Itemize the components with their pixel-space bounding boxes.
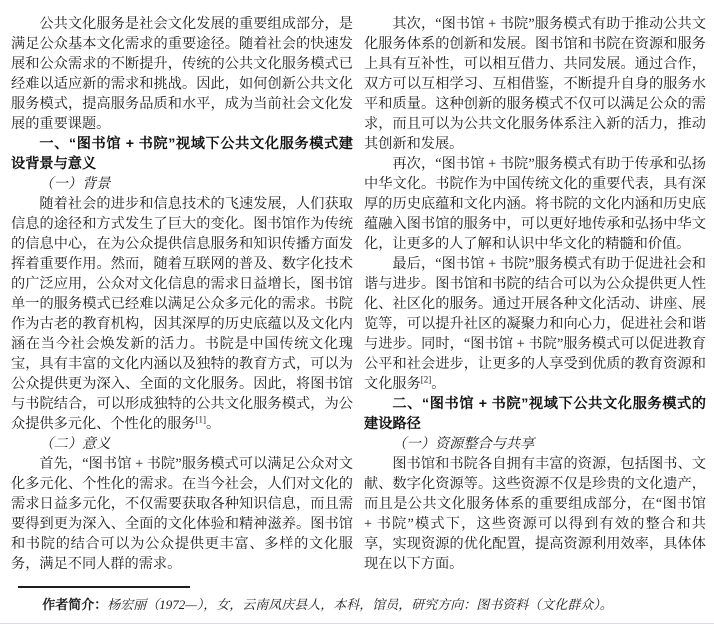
section-heading: 二、“图书馆 + 书院”视域下公共文化服务模式的建设路径 bbox=[364, 396, 706, 432]
section-heading: 一、“图书馆 + 书院”视域下公共文化服务模式建设背景与意义 bbox=[11, 136, 353, 172]
body-paragraph: 随着社会的进步和信息技术的飞速发展，人们获取信息的途径和方式发生了巨大的变化。图书馆作为传统的信息中心，在为公众提供信息服务和知识传播方面发挥着重要作用。然而，随着互联网的普及、数字化技术的广泛应用，公众对文化信息的需求日益增长，图书馆单一的服务模式已经难以满足公众多元化的需求。书院作为古老的教育机构，因其深厚的历史底蕴以及文化内涵在当今社会焕发新的活力。书院是中国传统文化瑰宝，具有丰富的文化内涵以及独特的教育方式，可以为公众提供更为深入、全面的文化服务。因此，将图书馆与书院结合，可以形成独特的公共文化服务模式，为公众提供多元化、个性化的服务[1]。 bbox=[11, 196, 353, 432]
body-paragraph: 图书馆和书院各自拥有丰富的资源，包括图书、文献、数字化资源等。这些资源不仅是珍贵的文化遗产，而且是公共文化服务体系的重要组成部分，在“图书馆 + 书院”模式下，这些资源可以得到有效的整合和共享，实现资源的优化配置，提高资源利用效率，具体体现在以下方面。 bbox=[364, 456, 706, 572]
body-paragraph: 公共文化服务是社会文化发展的重要组成部分，是满足公众基本文化需求的重要途径。随着社会的快速发展和公众需求的不断提升，传统的公共文化服务模式已经难以适应新的需求和挑战。因此，如何创新公共文化服务模式，提高服务品质和水平，成为当前社会文化发展的重要课题。 bbox=[11, 16, 353, 132]
author-bio-text: 杨宏丽（1972—），女，云南凤庆县人，本科，馆员，研究方向：图书资料（文化群众）。 bbox=[107, 597, 613, 612]
citation-reference: [1] bbox=[195, 414, 206, 425]
citation-reference: [2] bbox=[420, 374, 432, 385]
subsection-heading: （一）资源整合与共享 bbox=[392, 436, 535, 452]
author-bio-label: 作者简介： bbox=[42, 597, 108, 612]
body-paragraph: 再次，“图书馆 + 书院”服务模式有助于传承和弘扬中华文化。书院作为中国传统文化的重要代表，具有深厚的历史底蕴和文化内涵。将书院的文化内涵和历史底蕴融入图书馆的服务中，可以更好地传承和弘扬中华文化，让更多的人了解和认识中华文化的精髓和价值。 bbox=[364, 156, 706, 252]
subsection-heading: （一）背景 bbox=[39, 176, 111, 192]
footnote-divider bbox=[18, 586, 190, 588]
author-bio-line bbox=[11, 597, 706, 612]
footnote-area bbox=[11, 586, 706, 612]
right-column bbox=[364, 14, 706, 574]
left-column bbox=[11, 14, 353, 574]
body-paragraph: 其次，“图书馆 + 书院”服务模式有助于推动公共文化服务体系的创新和发展。图书馆和书院在资源和服务上具有互补性，可以相互借力、共同发展。通过合作，双方可以互相学习、互相借鉴，不断提升自身的服务水平和质量。这种创新的服务模式不仅可以满足公众的需求，而且可以为公共文化服务体系注入新的活力，推动其创新和发展。 bbox=[364, 16, 706, 152]
body-paragraph: 最后，“图书馆 + 书院”服务模式有助于促进社会和谐与进步。图书馆和书院的结合可以为公众提供更人性化、社区化的服务。通过开展各种文化活动、讲座、展览等，可以提升社区的凝聚力和向心力，促进社会和谐与进步。同时，“图书馆 + 书院”服务模式可以促进教育公平和社会进步，让更多的人享受到优质的教育资源和文化服务[2]。 bbox=[364, 256, 706, 392]
body-paragraph: 首先，“图书馆 + 书院”服务模式可以满足公众对文化多元化、个性化的需求。在当今社会，人们对文化的需求日益多元化，不仅需要获取各种知识信息，而且需要得到更为深入、全面的文化体验和精神滋养。图书馆和书院的结合可以为公众提供更丰富、多样的文化服务，满足不同人群的需求。 bbox=[11, 456, 353, 572]
subsection-heading: （二）意义 bbox=[39, 436, 111, 452]
page-bottom-edge-line bbox=[0, 623, 714, 624]
